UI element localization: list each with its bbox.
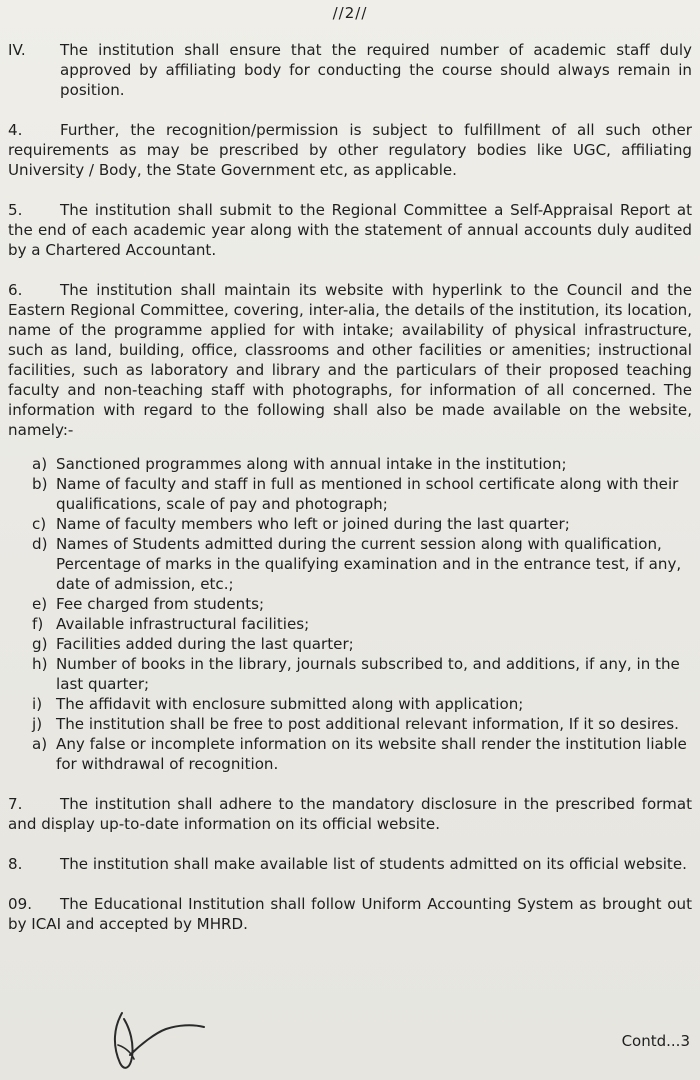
list-item bbox=[32, 454, 692, 474]
list-item-label: a) bbox=[32, 735, 48, 753]
paragraph-6 bbox=[8, 280, 692, 440]
list-item-label: h) bbox=[32, 655, 48, 673]
paragraph-8 bbox=[8, 854, 692, 874]
list-item bbox=[32, 614, 692, 634]
list-item-text: Fee charged from students; bbox=[56, 595, 265, 613]
paragraph-number: 7. bbox=[8, 795, 23, 813]
list-item bbox=[32, 634, 692, 654]
list-item-text: Name of faculty and staff in full as mentioned in school certificate along with their qualifications, scale of pay and photograph; bbox=[56, 475, 679, 513]
list-item bbox=[32, 654, 692, 694]
document-body bbox=[8, 40, 692, 954]
list-item-label: f) bbox=[32, 615, 44, 633]
list-item bbox=[32, 694, 692, 714]
list-item-label: g) bbox=[32, 635, 48, 653]
list-item-label: c) bbox=[32, 515, 47, 533]
paragraph-text: The institution shall adhere to the mandatory disclosure in the prescribed format and display up-to-date information on its official website. bbox=[8, 795, 692, 833]
list-item-text: Name of faculty members who left or joined during the last quarter; bbox=[56, 515, 570, 533]
handwritten-signature bbox=[100, 1005, 220, 1080]
list-item-label: j) bbox=[32, 715, 43, 733]
paragraph-number: IV. bbox=[8, 41, 26, 59]
paragraph-7 bbox=[8, 794, 692, 834]
website-info-list bbox=[8, 454, 692, 774]
list-item-text: Number of books in the library, journals subscribed to, and additions, if any, in the last quarter; bbox=[56, 655, 680, 693]
list-item-text: The institution shall be free to post additional relevant information, If it so desires. bbox=[56, 715, 679, 733]
page-number: //2// bbox=[332, 4, 368, 22]
paragraph-number: 09. bbox=[8, 895, 33, 913]
paragraph-text: The institution shall make available list of students admitted on its official website. bbox=[60, 855, 687, 873]
paragraph-iv bbox=[8, 40, 692, 100]
list-item-text: Any false or incomplete information on its website shall render the institution liable for withdrawal of recognition. bbox=[56, 735, 687, 773]
list-item-text: Available infrastructural facilities; bbox=[56, 615, 310, 633]
paragraph-5 bbox=[8, 200, 692, 260]
list-item bbox=[32, 734, 692, 774]
paragraph-number: 4. bbox=[8, 121, 23, 139]
list-item bbox=[32, 534, 692, 594]
list-item-text: Sanctioned programmes along with annual intake in the institution; bbox=[56, 455, 567, 473]
list-item-label: e) bbox=[32, 595, 48, 613]
list-item-text: Names of Students admitted during the current session along with qualification, Percentage of marks in the qualifying examination and in the entrance test, if any, date of admission, etc.; bbox=[56, 535, 682, 593]
list-item-label: a) bbox=[32, 455, 48, 473]
paragraph-text: Further, the recognition/permission is subject to fulfillment of all such other requirements as may be prescribed by other regulatory bodies like UGC, affiliating University / Body, the State Government etc, as applicable. bbox=[8, 121, 692, 179]
paragraph-text: The Educational Institution shall follow Uniform Accounting System as brought out by ICAI and accepted by MHRD. bbox=[8, 895, 692, 933]
list-item bbox=[32, 514, 692, 534]
paragraph-text: The institution shall maintain its website with hyperlink to the Council and the Eastern Regional Committee, covering, inter-alia, the details of the institution, its location, name of the programme applied for with intake; availability of physical infrastructure, such as land, building, office, classrooms and other facilities or amenities; instructional facilities, such as laboratory and library and the particulars of their proposed teaching faculty and non-teaching staff with photographs, for information of all concerned. The information with regard to the following shall also be made available on the website, namely:- bbox=[8, 281, 692, 439]
paragraph-text: The institution shall ensure that the required number of academic staff duly approved by affiliating body for conducting the course should always remain in position. bbox=[60, 41, 692, 99]
paragraph-09 bbox=[8, 894, 692, 934]
list-item-label: d) bbox=[32, 535, 48, 553]
list-item bbox=[32, 594, 692, 614]
continued-marker: Contd...3 bbox=[621, 1032, 690, 1050]
paragraph-4 bbox=[8, 120, 692, 180]
paragraph-text: The institution shall submit to the Regional Committee a Self-Appraisal Report at the end of each academic year along with the statement of annual accounts duly audited by a Chartered Accountant. bbox=[8, 201, 692, 259]
list-item-text: The affidavit with enclosure submitted along with application; bbox=[56, 695, 524, 713]
list-item-label: b) bbox=[32, 475, 48, 493]
list-item-label: i) bbox=[32, 695, 43, 713]
paragraph-number: 8. bbox=[8, 855, 23, 873]
paragraph-number: 5. bbox=[8, 201, 23, 219]
list-item bbox=[32, 714, 692, 734]
paragraph-number: 6. bbox=[8, 281, 23, 299]
list-item-text: Facilities added during the last quarter; bbox=[56, 635, 354, 653]
list-item bbox=[32, 474, 692, 514]
